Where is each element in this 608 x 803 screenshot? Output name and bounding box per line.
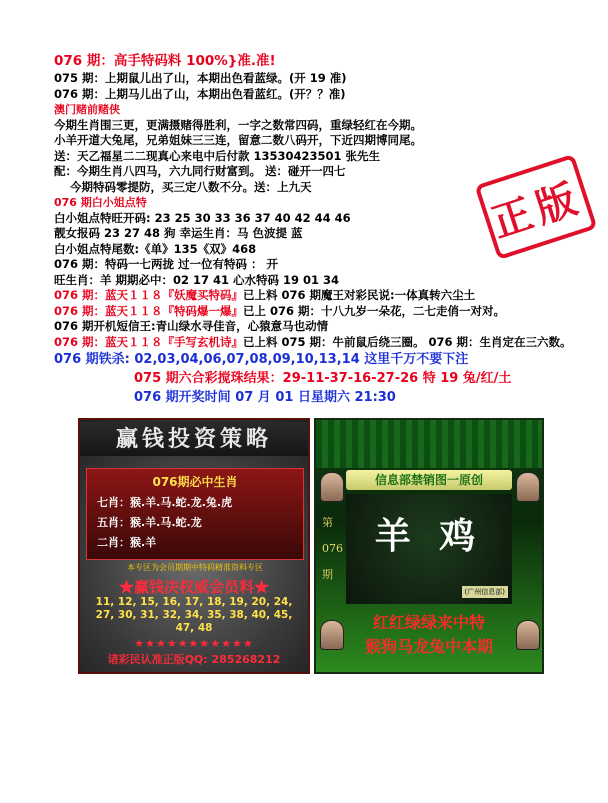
text-line: 旺生肖：羊 期期必中：02 17 41 心水特码 19 01 34 [54,272,340,287]
banner-title: 赢钱投资策略 [80,422,308,456]
text-line: 076 期：上期马儿出了山，本期出色看蓝红。(开？？准) [54,86,346,101]
promo-source: 076 期：蓝天１１８『手写玄机诗』 [54,334,244,349]
text-line: 配：今期生肖八四马，六九同行财富到。 送：碰开一四七 [54,164,346,178]
text-line: 076 期：高手特码料 100%}准.准! [54,53,276,69]
text-line: 白小姐点特尾数:《单》135《双》468 [54,241,257,256]
text-line: 今期生肖围三更，更满摄赌得胜利，一字之数常四码，重绿轻红在今期。 [54,117,422,132]
promo-line [54,304,594,320]
banner-heading: 信息部禁销图一原创 [346,470,512,490]
promo-text: 已上 076 期：十八九岁一朵花，二七走俏一对对。 [243,303,506,318]
zodiac-panel [346,494,512,604]
authentic-stamp: 正版 [474,154,597,260]
zodiac-row: 二肖：猴.羊 [97,536,157,549]
tip-line-1: 红红绿绿来中特 [372,613,485,632]
portrait-image [320,472,344,502]
investment-strategy-banner [78,418,310,674]
tip-line-2: 猴狗马龙兔中本期 [364,637,493,656]
draw-time-line: 076 期开奖时间 07 月 01 日星期六 21:30 [134,390,396,405]
zodiac-row: 七肖：猴.羊.马.蛇.龙.兔.虎 [97,496,233,509]
zodiac-box-header: 076期必中生肖 [152,475,238,489]
zodiac-box [86,468,304,560]
text-line: 小羊开道大兔尾，兄弟姐妹三三连，留意二数八码开，下近四期博同尾。 [54,133,422,147]
kill-numbers-line: 076 期铁杀: 02,03,04,06,07,08,09,10,13,14 这里千万不要下注 [54,352,469,367]
text-line: 白小姐点特旺开码: 23 25 30 33 36 37 40 42 44 46 [54,210,351,225]
promo-line [54,335,594,351]
member-numbers: 11, 12, 15, 16, 17, 18, 19, 20, 24, 27, 30, 31, 32, 34, 35, 38, 40, 45, 47, 48 [95,596,293,634]
text-line: 送：天乙福星二二现真心来电中后付款 13530423501 张先生 [54,148,381,163]
issue-label: 第 076 期 [322,516,343,581]
promo-source: 076 期：蓝天１１８『特码爆一爆』 [54,303,244,318]
source-label: (广州信息部) [462,586,508,598]
text-line: 076 期：特码一七两拢 过一位有特码 ： 开 [54,257,279,271]
promo-source: 076 期：蓝天１１８『妖魔买特码』 [54,288,244,302]
member-notice: 本专区为会员期期中特码精准资料专区 [127,563,263,572]
zodiac-row: 五肖：猴.羊.马.蛇.龙 [97,516,202,529]
draw-result-line: 075 期六合彩搅珠结果：29-11-37-16-27-26 特 19 兔/红/土 [134,371,512,386]
info-department-banner [314,418,544,674]
portrait-image [516,472,540,502]
promo-text: 已上料 076 期魔王对彩民说:一体真转六尘土 [243,288,476,302]
text-line: 075 期：上期鼠儿出了山，本期出色看蓝绿。(开 19 准) [54,71,347,85]
promo-line [54,288,594,304]
foliage-decoration [316,420,542,468]
promo-text: 076 期开机短信王:青山绿水寻佳音，心猿意马也动情 [54,319,329,333]
zodiac-pick: 羊 鸡 [374,515,484,557]
qq-contact: 诸彩民认准正版QQ: 285268212 [107,653,281,666]
promo-line [54,319,594,335]
promo-text: 已上料 075 期：牛前鼠后绕三圈。 076 期：生肖定在三六数。 [243,334,572,349]
member-title: ★赢钱决权威会员料★ [118,578,269,596]
text-line: 076 期白小姐点特 [54,196,147,209]
star-row: ★★★★★★★★★★★ [134,637,254,650]
text-line: 今期特码零提防，买三定八数不分。送：上九天 [70,179,312,194]
text-line: 靓女报码 23 27 48 狗 幸运生肖：马 色波提 蓝 [54,226,303,240]
text-line: 澳门赌前赌侠 [54,103,120,116]
